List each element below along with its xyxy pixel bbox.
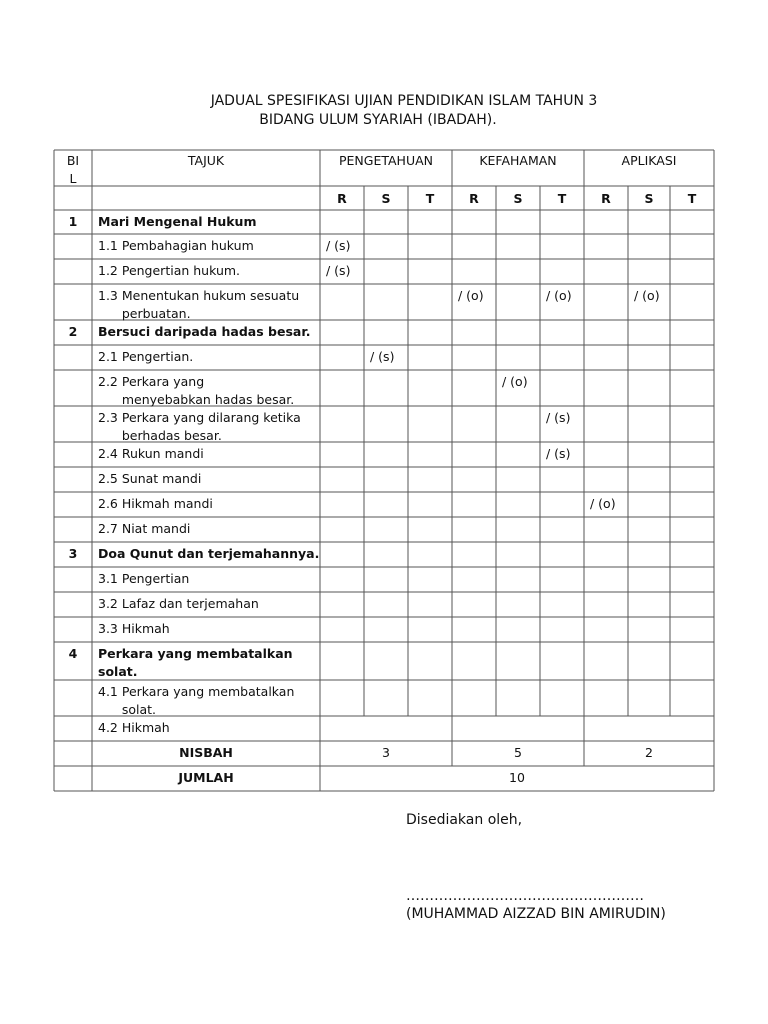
row-bil: 1 <box>68 214 78 229</box>
row-tajuk: 1.1 Pembahagian hukum <box>98 238 254 253</box>
row-tajuk: 2.5 Sunat mandi <box>98 471 202 486</box>
section-title: Doa Qunut dan terjemahannya. <box>98 546 320 561</box>
row-bil: 2 <box>68 324 78 339</box>
row-tajuk: 2.3 Perkara yang dilarang ketika berhadas besar. <box>98 410 301 443</box>
row-bil: 3 <box>68 546 78 561</box>
row-tajuk: 2.7 Niat mandi <box>98 521 191 536</box>
row-mark: / (o) <box>458 288 484 303</box>
row-tajuk: 1.2 Pengertian hukum. <box>98 263 241 278</box>
header-sub-t: T <box>425 191 435 206</box>
row-tajuk: 2.6 Hikmah mandi <box>98 496 213 511</box>
section-title: Perkara yang membatalkan solat. <box>98 646 293 679</box>
row-mark: / (s) <box>370 349 395 364</box>
header-sub-r: R <box>469 191 479 206</box>
row-tajuk: 3.2 Lafaz dan terjemahan <box>98 596 259 611</box>
row-bil: 4 <box>68 646 78 661</box>
document-title-line2: BIDANG ULUM SYARIAH (IBADAH). <box>259 112 497 128</box>
section-title: Mari Mengenal Hukum <box>98 214 257 229</box>
section-title: Bersuci daripada hadas besar. <box>98 324 311 339</box>
row-tajuk: 4.2 Hikmah <box>98 720 170 735</box>
row-tajuk: 3.1 Pengertian <box>98 571 190 586</box>
header-sub-s: S <box>381 191 391 206</box>
header-sub-t: T <box>687 191 697 206</box>
preparer-name: (MUHAMMAD AIZZAD BIN AMIRUDIN) <box>406 906 666 922</box>
prepared-by-label: Disediakan oleh, <box>406 812 523 828</box>
header-sub-s: S <box>644 191 654 206</box>
row-mark: / (s) <box>326 238 351 253</box>
header-tajuk: TAJUK <box>187 153 225 168</box>
nisbah-kefahaman: 5 <box>514 745 522 760</box>
row-mark: / (s) <box>546 410 571 425</box>
header-aplikasi: APLIKASI <box>621 153 677 168</box>
nisbah-pengetahuan: 3 <box>382 745 390 760</box>
header-bil: BI L <box>66 153 80 186</box>
row-mark: / (o) <box>546 288 572 303</box>
header-sub-s: S <box>513 191 523 206</box>
header-kefahaman: KEFAHAMAN <box>479 153 557 168</box>
header-sub-r: R <box>601 191 611 206</box>
row-tajuk: 2.2 Perkara yang menyebabkan hadas besar. <box>98 374 295 407</box>
jumlah-label: JUMLAH <box>178 770 234 785</box>
row-tajuk: 4.1 Perkara yang membatalkan solat. <box>98 684 295 717</box>
row-mark: / (o) <box>590 496 616 511</box>
header-sub-r: R <box>337 191 347 206</box>
row-tajuk: 3.3 Hikmah <box>98 621 170 636</box>
row-mark: / (s) <box>546 446 571 461</box>
nisbah-label: NISBAH <box>179 745 233 760</box>
row-tajuk: 2.1 Pengertian. <box>98 349 194 364</box>
row-mark: / (o) <box>634 288 660 303</box>
document-title-line1: JADUAL SPESIFIKASI UJIAN PENDIDIKAN ISLAM TAHUN 3 <box>210 93 598 109</box>
row-tajuk: 1.3 Menentukan hukum sesuatu perbuatan. <box>98 288 300 321</box>
jumlah-value: 10 <box>509 770 525 785</box>
row-tajuk: 2.4 Rukun mandi <box>98 446 204 461</box>
header-sub-t: T <box>557 191 567 206</box>
nisbah-aplikasi: 2 <box>645 745 653 760</box>
signature-line: …………………………………………… <box>406 888 644 904</box>
row-mark: / (o) <box>502 374 528 389</box>
row-mark: / (s) <box>326 263 351 278</box>
header-pengetahuan: PENGETAHUAN <box>338 153 434 168</box>
